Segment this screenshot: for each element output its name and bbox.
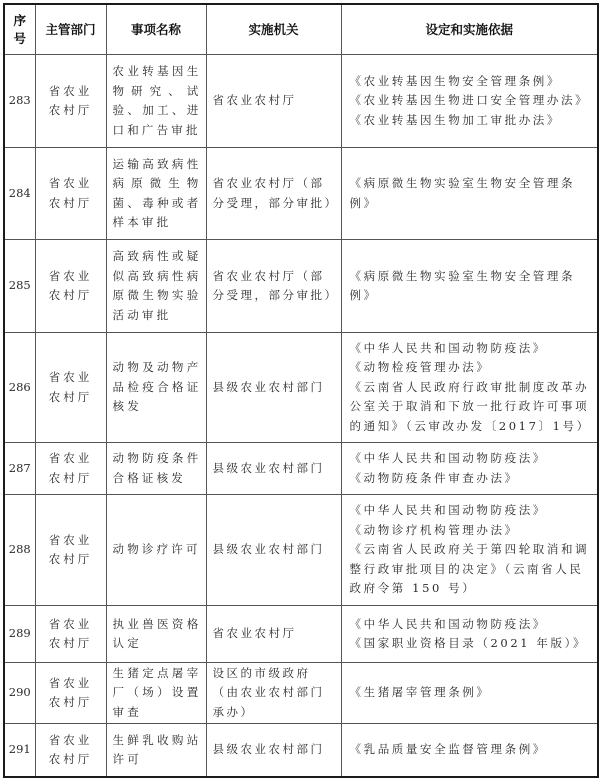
item-name: 运输高致病性病原微生物菌、毒种或者样本审批 <box>106 148 206 240</box>
serial-number: 290 <box>4 663 35 724</box>
department: 省农业 农村厅 <box>35 240 106 333</box>
item-name: 动物诊疗许可 <box>106 495 206 606</box>
legal-basis <box>341 663 598 724</box>
basis-line: 《农业转基因生物加工审批办法》 <box>349 112 561 127</box>
serial-number: 283 <box>4 55 35 148</box>
implementing-agency: 省农业农村厅（部分受理，部分审批） <box>206 240 341 333</box>
legal-basis <box>341 148 598 240</box>
legal-basis <box>341 240 598 333</box>
department: 省农业 农村厅 <box>35 55 106 148</box>
basis-line: 《中华人民共和国动物防疫法》 <box>349 340 547 355</box>
table-row <box>4 148 598 240</box>
serial-number: 286 <box>4 333 35 443</box>
serial-number: 291 <box>4 724 35 778</box>
item-name: 动物及动物产品检疫合格证核发 <box>106 333 206 443</box>
implementing-agency: 县级农业农村部门 <box>206 724 341 778</box>
department: 省农业 农村厅 <box>35 606 106 663</box>
table-row <box>4 55 598 148</box>
implementing-agency: 县级农业农村部门 <box>206 443 341 495</box>
implementing-agency: 县级农业农村部门 <box>206 495 341 606</box>
implementing-agency: 县级农业农村部门 <box>206 333 341 443</box>
basis-line: 《农业转基因生物进口安全管理办法》 <box>349 93 590 108</box>
legal-basis <box>341 495 598 606</box>
basis-line: 《动物防疫条件审查办法》 <box>349 470 519 485</box>
header-item-name: 事项名称 <box>106 4 206 55</box>
basis-line: 《中华人民共和国动物防疫法》 <box>349 451 547 465</box>
implementing-agency: 省农业农村厅（部分受理，部分审批） <box>206 148 341 240</box>
item-name: 生鲜乳收购站许可 <box>106 724 206 778</box>
implementing-agency: 设区的市级政府（由农业农村部门承办） <box>206 663 341 724</box>
serial-number: 289 <box>4 606 35 663</box>
basis-line: 《云南省人民政府关于第四轮取消和调整行政审批项目的决定》（云南省人民政府令第 150 号） <box>349 542 590 596</box>
department: 省农业 农村厅 <box>35 443 106 495</box>
implementing-agency: 省农业农村厅 <box>206 55 341 148</box>
header-implementing-agency: 实施机关 <box>206 4 341 55</box>
item-name: 高致病性或疑似高致病性病原微生物实验活动审批 <box>106 240 206 333</box>
legal-basis <box>341 724 598 778</box>
basis-line: 《病原微生物实验室生物安全管理条例》 <box>349 268 576 302</box>
item-name: 农业转基因生物研究、试验、加工、进口和广告审批 <box>106 55 206 148</box>
header-legal-basis: 设定和实施依据 <box>341 4 598 55</box>
approval-items-table <box>3 3 599 778</box>
table-row <box>4 240 598 333</box>
serial-number: 287 <box>4 443 35 495</box>
table-row <box>4 495 598 606</box>
table-row <box>4 606 598 663</box>
item-name: 执业兽医资格认定 <box>106 606 206 663</box>
department: 省农业 农村厅 <box>35 148 106 240</box>
department: 省农业 农村厅 <box>35 495 106 606</box>
table-header-row <box>4 4 598 55</box>
serial-number: 285 <box>4 240 35 333</box>
serial-number: 288 <box>4 495 35 606</box>
item-name: 生猪定点屠宰厂（场）设置审查 <box>106 663 206 724</box>
table-row <box>4 333 598 443</box>
department: 省农业 农村厅 <box>35 333 106 443</box>
basis-line: 《云南省人民政府行政审批制度改革办公室关于取消和下放一批行政许可事项的通知》（云审改办发〔2017〕1号） <box>349 379 591 433</box>
table-row <box>4 663 598 724</box>
basis-line: 《中华人民共和国动物防疫法》 <box>349 616 547 631</box>
legal-basis <box>341 606 598 663</box>
header-department: 主管部门 <box>35 4 106 55</box>
department: 省农业 农村厅 <box>35 663 106 724</box>
legal-basis <box>341 333 598 443</box>
item-name: 动物防疫条件合格证核发 <box>106 443 206 495</box>
basis-line: 《动物检疫管理办法》 <box>349 360 491 375</box>
basis-line: 《病原微生物实验室生物安全管理条例》 <box>349 176 576 210</box>
department: 省农业 农村厅 <box>35 724 106 778</box>
basis-line: 《动物诊疗机构管理办法》 <box>349 522 519 537</box>
implementing-agency: 省农业农村厅 <box>206 606 341 663</box>
basis-line: 《国家职业资格目录（2021 年版）》 <box>349 636 588 650</box>
legal-basis <box>341 55 598 148</box>
basis-line: 《中华人民共和国动物防疫法》 <box>349 503 547 518</box>
basis-line: 《乳品质量安全监督管理条例》 <box>349 742 547 757</box>
table-row <box>4 443 598 495</box>
basis-line: 《生猪屠宰管理条例》 <box>349 685 491 700</box>
basis-line: 《农业转基因生物安全管理条例》 <box>349 73 561 88</box>
header-serial-number: 序 号 <box>4 4 35 55</box>
serial-number: 284 <box>4 148 35 240</box>
legal-basis <box>341 443 598 495</box>
table-row <box>4 724 598 778</box>
